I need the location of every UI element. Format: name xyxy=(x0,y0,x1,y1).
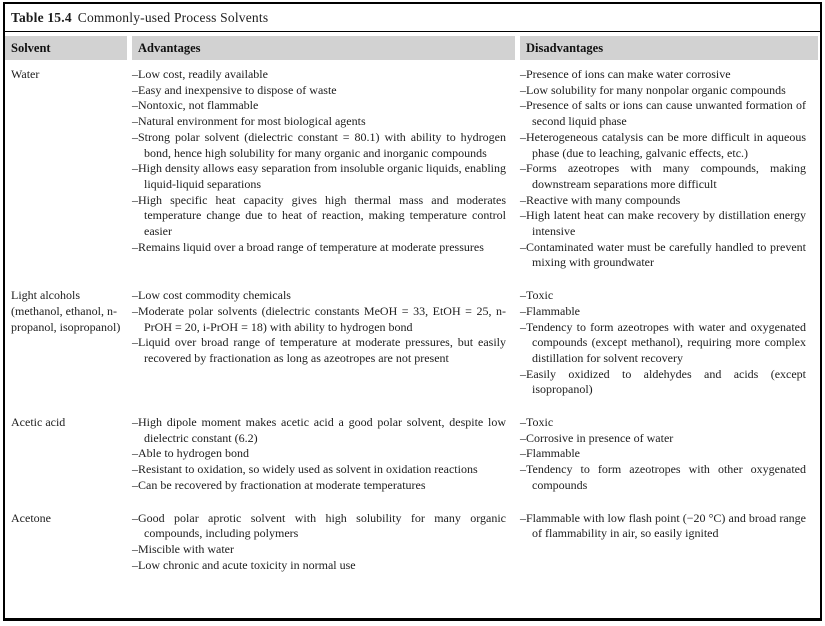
bullet-item: – Low solubility for many nonpolar organic compounds xyxy=(520,83,806,99)
column-header-disadvantages: Disadvantages xyxy=(520,36,818,60)
bullet-item: – Easy and inexpensive to dispose of waste xyxy=(132,83,506,99)
bullet-item: – Presence of salts or ions can cause unwanted formation of second liquid phase xyxy=(520,98,806,129)
bullet-item: – Strong polar solvent (dielectric constant = 80.1) with ability to hydrogen bond, hence high solubility for many organic and inorganic compounds xyxy=(132,130,506,161)
disadvantages-list xyxy=(520,511,820,574)
advantages-list xyxy=(132,415,520,494)
bullet-item: – Nontoxic, not flammable xyxy=(132,98,506,114)
bullet-item: – Tendency to form azeotropes with other oxygenated compounds xyxy=(520,462,806,493)
bullet-item: – Toxic xyxy=(520,415,806,431)
bullet-item: – Forms azeotropes with many compounds, making downstream separations more difficult xyxy=(520,161,806,192)
table-frame xyxy=(3,2,822,621)
table-row xyxy=(5,288,820,415)
bullet-item: – Tendency to form azeotropes with water and oxygenated compounds (except methanol), requiring more complex distillation for solvent recovery xyxy=(520,320,806,367)
table-header-row xyxy=(5,36,820,60)
bullet-item: – Contaminated water must be carefully handled to prevent mixing with groundwater xyxy=(520,240,806,271)
bullet-item: – Heterogeneous catalysis can be more difficult in aqueous phase (due to leaching, galvanic effects, etc.) xyxy=(520,130,806,161)
disadvantages-list xyxy=(520,415,820,494)
bullet-item: – Flammable xyxy=(520,304,806,320)
bullet-item: – Corrosive in presence of water xyxy=(520,431,806,447)
bullet-item: – Can be recovered by fractionation at moderate temperatures xyxy=(132,478,506,494)
table-number: Table 15.4 xyxy=(11,10,72,25)
disadvantages-list xyxy=(520,288,820,398)
bullet-item: – Reactive with many compounds xyxy=(520,193,806,209)
table-row xyxy=(5,415,820,511)
bullet-item: – Easily oxidized to aldehydes and acids (except isopropanol) xyxy=(520,367,806,398)
bullet-item: – Liquid over broad range of temperature at moderate pressures, but easily recovered by fractionation as long as azeotropes are not present xyxy=(132,335,506,366)
table-row xyxy=(5,511,820,591)
bullet-item: – Able to hydrogen bond xyxy=(132,446,506,462)
solvent-name: Water xyxy=(11,67,40,81)
bullet-item: – Low chronic and acute toxicity in normal use xyxy=(132,558,506,574)
bullet-item: – Flammable with low flash point (−20 °C) and broad range of flammability in air, so easily ignited xyxy=(520,511,806,542)
disadvantages-list xyxy=(520,67,820,271)
bullet-item: – Resistant to oxidation, so widely used as solvent in oxidation reactions xyxy=(132,462,506,478)
bullet-item: – Natural environment for most biological agents xyxy=(132,114,506,130)
bullet-item: – Remains liquid over a broad range of temperature at moderate pressures xyxy=(132,240,506,256)
table-body xyxy=(5,60,820,590)
bullet-item: – Low cost commodity chemicals xyxy=(132,288,506,304)
table-caption: Commonly-used Process Solvents xyxy=(77,10,269,25)
bullet-item: – Flammable xyxy=(520,446,806,462)
bullet-item: – Presence of ions can make water corrosive xyxy=(520,67,806,83)
bullet-item: – High dipole moment makes acetic acid a good polar solvent, despite low dielectric constant (6.2) xyxy=(132,415,506,446)
solvent-name: Light alcohols (methanol, ethanol, n-propanol, isopropanol) xyxy=(11,288,121,334)
bullet-item: – High latent heat can make recovery by distillation energy intensive xyxy=(520,208,806,239)
bullet-item: – Moderate polar solvents (dielectric constants MeOH = 33, EtOH = 25, n-PrOH = 20, i-PrOH = 18) with ability to hydrogen bond xyxy=(132,304,506,335)
table-title xyxy=(5,4,820,32)
bullet-item: – Miscible with water xyxy=(132,542,506,558)
bullet-item: – Good polar aprotic solvent with high solubility for many organic compounds, including polymers xyxy=(132,511,506,542)
advantages-list xyxy=(132,288,520,398)
bullet-item: – Low cost, readily available xyxy=(132,67,506,83)
table-row xyxy=(5,67,820,288)
advantages-list xyxy=(132,67,520,271)
column-header-solvent: Solvent xyxy=(5,36,127,60)
bullet-item: – Toxic xyxy=(520,288,806,304)
column-header-advantages: Advantages xyxy=(132,36,515,60)
solvent-name: Acetone xyxy=(11,510,51,525)
bullet-item: – High density allows easy separation from insoluble organic liquids, enabling liquid-liquid separations xyxy=(132,161,506,192)
solvent-name: Acetic acid xyxy=(11,415,66,430)
bullet-item: – High specific heat capacity gives high thermal mass and moderates temperature change due to heat of reaction, making temperature control easier xyxy=(132,193,506,240)
advantages-list xyxy=(132,511,520,574)
